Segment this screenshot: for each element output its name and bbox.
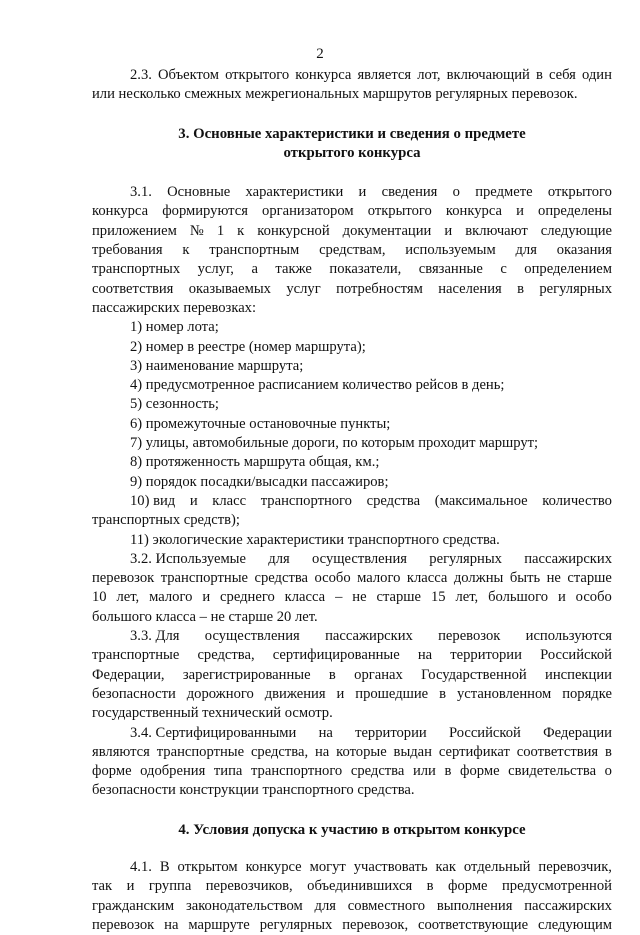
word: и (444, 222, 453, 239)
word: открытого (367, 203, 432, 220)
word: средствам, (319, 242, 386, 259)
section-3-heading-line-2: открытого конкурса (283, 144, 421, 161)
page-number: 2 (316, 46, 324, 62)
word: транспортного (260, 492, 352, 509)
word: территории (355, 724, 427, 741)
word: формируются (162, 203, 248, 220)
p41-line-1 (92, 858, 612, 877)
word: и (202, 589, 211, 606)
word: среднего (220, 589, 275, 606)
word: органах (354, 666, 403, 683)
item10-line-1 (92, 492, 612, 511)
word: в (605, 743, 612, 760)
word: также (275, 261, 312, 278)
section-3-heading-line-1: 3. Основные характеристики и сведения о предмете (178, 125, 526, 142)
word: на (164, 916, 179, 933)
word: установленном (456, 685, 552, 702)
word: используются (525, 628, 612, 645)
word: 3.4. Сертифицированными (130, 724, 297, 741)
word: 4.1. (130, 858, 152, 875)
word: средства, (197, 647, 255, 664)
word: связанные (418, 261, 483, 278)
word: В (159, 858, 170, 875)
word: является (357, 67, 412, 83)
word: пассажирских (325, 628, 413, 645)
word: определены (538, 203, 612, 220)
word: или (412, 763, 436, 780)
p32-line-2 (92, 569, 612, 588)
p23-line-1 (92, 66, 612, 85)
word: безопасности (92, 685, 176, 702)
word: средства, (250, 743, 309, 760)
word: малого (149, 589, 193, 606)
characteristics-list (92, 318, 612, 492)
word: населения (438, 280, 502, 297)
word: перевозчиков, (205, 878, 293, 895)
word: средства (254, 570, 309, 587)
word: № (189, 222, 204, 239)
word: 10) вид (130, 492, 176, 509)
word: совместного (347, 897, 426, 914)
word: 3.3. Для (130, 628, 180, 645)
list-item: 8) протяженность маршрута общая, км.; (130, 454, 380, 471)
word: организатором (262, 203, 354, 220)
p41-line-4 (92, 916, 612, 935)
word: конкурса (445, 203, 502, 220)
paragraph-3-1 (92, 183, 612, 318)
p32-line-1 (92, 550, 612, 569)
word: движения (264, 685, 326, 702)
p31-line-1 (92, 183, 612, 202)
word: должны (453, 570, 504, 587)
p33-line-1 (92, 627, 612, 646)
word: потребностям (336, 280, 423, 297)
word: не (546, 570, 561, 587)
word: соответствующие (418, 916, 529, 933)
word: транспортных (92, 261, 181, 278)
word: лот, (417, 67, 441, 83)
word: одобрения (140, 763, 206, 780)
word: являются (92, 743, 150, 760)
p33-line-5: государственный технический осмотр. (92, 705, 333, 722)
word: перевозок, (342, 916, 409, 933)
word: в (328, 666, 336, 683)
word: оказываемых (188, 280, 271, 297)
word: требования (92, 242, 163, 259)
word: осуществления (312, 550, 407, 567)
word: особо (575, 589, 612, 606)
word: предусмотренной (501, 878, 612, 895)
word: перевозок (438, 628, 501, 645)
word: 3.2. Используемые (130, 550, 246, 567)
word: группа (148, 878, 192, 895)
list-item: 6) промежуточные остановочные пункты; (130, 415, 391, 432)
word: соответствия (516, 743, 599, 760)
word: с (500, 261, 507, 278)
word: класса (284, 589, 326, 606)
word: средства (350, 763, 405, 780)
document-body (92, 66, 612, 935)
word: для (268, 550, 290, 567)
word: 15 (430, 589, 446, 606)
word: конкурсе (245, 858, 302, 875)
word: регулярных (539, 280, 612, 297)
word: участвовать (353, 858, 428, 875)
p23-line-2: или несколько смежных межрегиональных маршрутов регулярных перевозок. (92, 86, 578, 103)
word: свидетельства (508, 763, 597, 780)
word: 2.3. (130, 67, 152, 83)
word: объединившихся (307, 878, 413, 895)
p34-line-2 (92, 743, 612, 762)
word: порядке (562, 685, 612, 702)
word: для (515, 242, 537, 259)
p31-line-6 (92, 280, 612, 299)
word: 1 (216, 222, 225, 239)
word: соответствия (92, 280, 174, 297)
word: в (517, 280, 524, 297)
word: транспортного (251, 763, 343, 780)
word: перевозчик, (538, 858, 612, 875)
word: услуг (286, 280, 321, 297)
word: быть (509, 570, 541, 587)
word: 10 (92, 589, 107, 606)
word: перевозок (92, 570, 155, 587)
word: форме (447, 878, 488, 895)
word: открытом (177, 858, 238, 875)
section-4-heading: 4. Условия допуска к участию в открытом конкурсе (178, 821, 526, 838)
word: пассажирских (524, 897, 612, 914)
word: (максимальное (434, 492, 528, 509)
list-item: 4) предусмотренное расписанием количество рейсов в день; (130, 377, 505, 394)
word: сертификат (438, 743, 510, 760)
word: и (557, 589, 566, 606)
word: транспортные (156, 743, 245, 760)
word: перевозок (92, 916, 155, 933)
word: в (535, 67, 543, 83)
word: и (336, 685, 345, 702)
p31-line-2 (92, 202, 612, 221)
p33-line-2 (92, 646, 612, 665)
word: на (314, 743, 330, 760)
word: определением (524, 261, 612, 278)
word: конкурса (92, 203, 149, 220)
word: в (444, 763, 452, 780)
word: следующие (540, 222, 612, 239)
p34-line-3 (92, 762, 612, 781)
word: форме (460, 763, 500, 780)
word: выдан (393, 743, 432, 760)
word: Российской (448, 724, 521, 741)
word: прошедшие (355, 685, 429, 702)
p41-line-3 (92, 897, 612, 916)
word: 3.1. (130, 184, 152, 201)
word: один (581, 67, 612, 83)
word: могут (309, 858, 346, 875)
word: к (237, 222, 245, 239)
paragraph-3-3 (92, 627, 612, 723)
word: для (314, 897, 336, 914)
word: Российской (540, 647, 612, 664)
word: оказания (556, 242, 612, 259)
word: на (318, 724, 333, 741)
word: услуг, (197, 261, 234, 278)
word: отдельный (463, 858, 531, 875)
word: Федерации (543, 724, 612, 741)
p34-line-1 (92, 724, 612, 743)
word: транспортные (160, 570, 249, 587)
word: включающий (446, 67, 530, 83)
p31-line-7: пассажирских перевозках: (92, 299, 257, 316)
word: к (182, 242, 190, 259)
word: регулярных (429, 550, 502, 567)
word: инспекции (545, 666, 612, 683)
list-item: 1) номер лота; (130, 319, 219, 336)
word: о (452, 184, 460, 201)
paragraph-3-4 (92, 724, 612, 801)
word: используемым (405, 242, 496, 259)
p41-line-2 (92, 877, 612, 896)
word: себя (548, 67, 576, 83)
word: маршруте (188, 916, 250, 933)
word: открытого (547, 184, 612, 201)
item10-line-2: транспортных средств); (92, 512, 240, 529)
list-item: 7) улицы, автомобильные дороги, по которым проходит маршрут; (130, 435, 539, 452)
list-item-11: 11) экологические характеристики транспортного средства. (130, 531, 500, 548)
word: которые (336, 743, 387, 760)
word: документации (342, 222, 432, 239)
paragraph-3-2 (92, 550, 612, 627)
p32-line-3 (92, 588, 612, 607)
word: следующим (538, 916, 612, 933)
word: старше (376, 589, 422, 606)
list-item: 5) сезонность; (130, 396, 219, 413)
word: включают (465, 222, 528, 239)
word: Объектом (158, 67, 219, 83)
word: показатели, (329, 261, 402, 278)
word: на (417, 647, 433, 664)
word: территории (450, 647, 522, 664)
word: и (126, 878, 135, 895)
word: выполнения (436, 897, 513, 914)
word: гражданским (92, 897, 175, 914)
word: и (189, 492, 198, 509)
word: большого (488, 589, 549, 606)
word: законодательством (185, 897, 303, 914)
word: пассажирских (524, 550, 612, 567)
word: класса (406, 570, 448, 587)
word: и (358, 184, 367, 201)
word: приложением (92, 222, 177, 239)
word: транспортным (209, 242, 300, 259)
word: осуществления (204, 628, 300, 645)
word: малого (357, 570, 401, 587)
paragraph-4-1 (92, 858, 612, 935)
p32-line-4: большого класса – не старше 20 лет. (92, 608, 318, 625)
word: старше (567, 570, 612, 587)
word: сведения (381, 184, 438, 201)
word: лет, (455, 589, 479, 606)
word: открытого (225, 67, 290, 83)
p34-line-4: безопасности конструкции транспортного средства. (92, 782, 415, 799)
p31-line-3 (92, 222, 612, 241)
list-item: 2) номер в реестре (номер маршрута); (130, 338, 366, 355)
list-item-10 (92, 492, 612, 531)
p31-line-4 (92, 241, 612, 260)
word: и (516, 203, 524, 220)
word: в (426, 878, 434, 895)
word: Основные (167, 184, 231, 201)
word: в (439, 685, 447, 702)
list-item: 9) порядок посадки/высадки пассажиров; (130, 473, 389, 490)
word: особо (314, 570, 351, 587)
word: Государственной (421, 666, 527, 683)
word: так (92, 878, 113, 895)
word: зарегистрированные (182, 666, 311, 683)
word: не (352, 589, 367, 606)
word: Федерации, (92, 666, 165, 683)
p33-line-3 (92, 666, 612, 685)
word: предмете (475, 184, 533, 201)
word: регулярных (259, 916, 333, 933)
word: – (335, 589, 343, 606)
word: лет, (116, 589, 140, 606)
word: а (251, 261, 258, 278)
word: средства (366, 492, 421, 509)
word: сертифицированные (272, 647, 400, 664)
list-item: 3) наименование маршрута; (130, 357, 304, 374)
word: конкурсной (257, 222, 330, 239)
word: характеристики (245, 184, 344, 201)
word: как (435, 858, 456, 875)
word: конкурса (295, 67, 352, 83)
word: транспортные (92, 647, 180, 664)
word: типа (213, 763, 243, 780)
word: класс (212, 492, 247, 509)
word: дорожного (186, 685, 254, 702)
p31-line-5 (92, 260, 612, 279)
word: количество (542, 492, 612, 509)
word: о (604, 763, 612, 780)
section-3-heading (92, 125, 612, 164)
p33-line-4 (92, 685, 612, 704)
paragraph-2-3 (92, 66, 612, 105)
word: форме (92, 763, 132, 780)
